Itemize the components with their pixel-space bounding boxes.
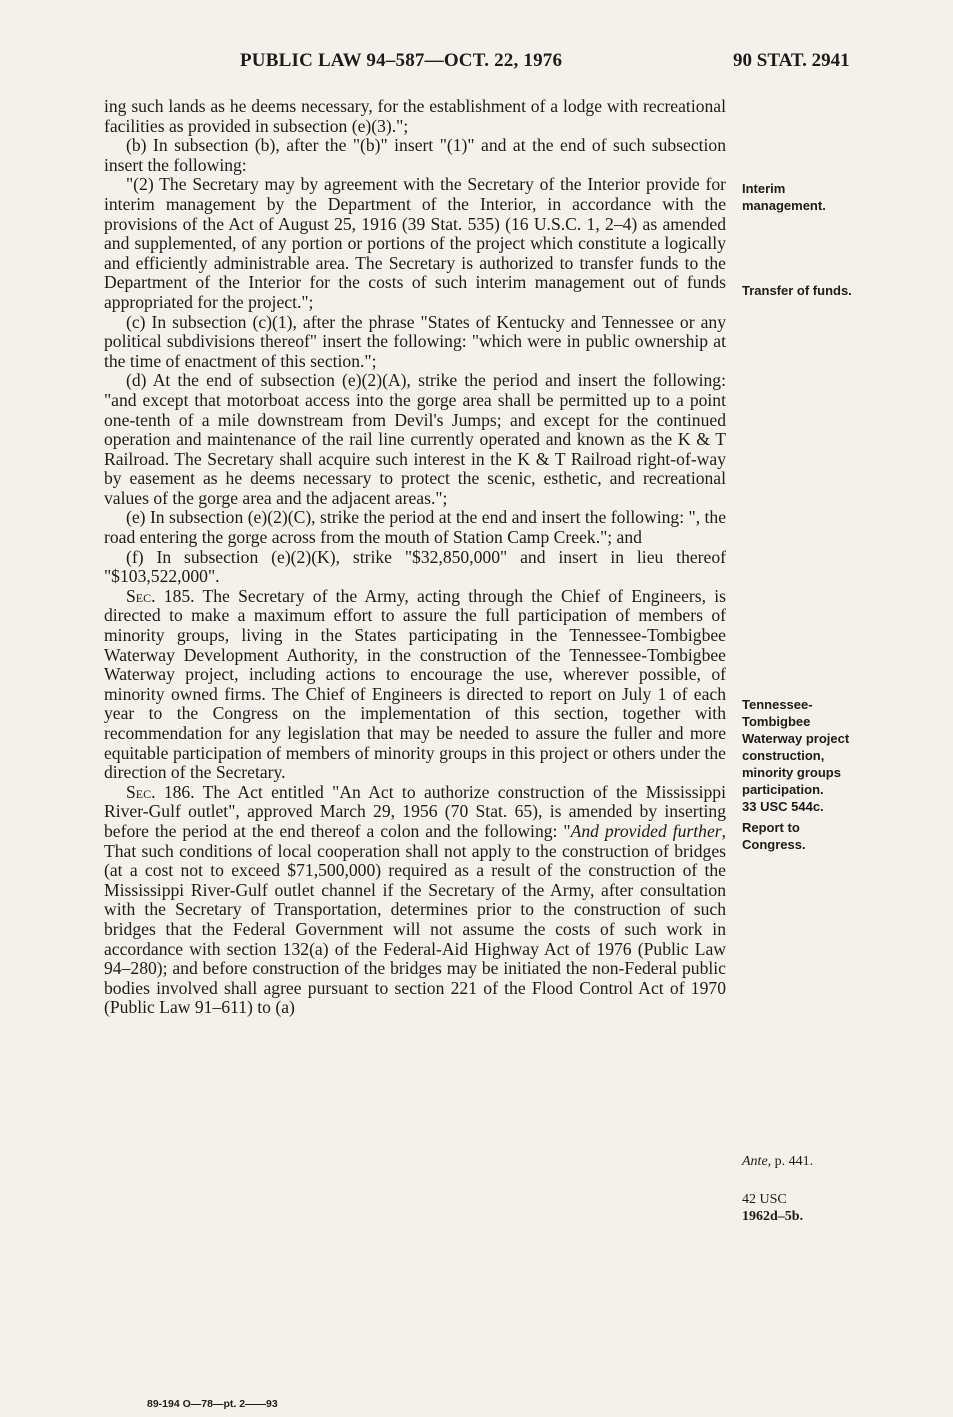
section-186-label: Sec. 186. (126, 781, 195, 802)
statute-page-number: 90 STAT. 2941 (733, 50, 850, 71)
margin-note-line: Waterway project (742, 731, 850, 746)
paragraph-c: (c) In subsection (c)(1), after the phrase "States of Kentucky and Tennessee or any political subdivisions thereof" insert the following: "which were in public ownership at the time of enactment of this section."; (104, 311, 726, 371)
paragraph-b: (b) In subsection (b), after the "(b)" insert "(1)" and at the end of such subsection insert the following: (104, 135, 726, 175)
paragraph-e: (e) In subsection (e)(2)(C), strike the period at the end and insert the following: ", the road entering the gorge across from the mouth of Station Camp Creek."; and (104, 507, 726, 548)
paragraph-f: (f) In subsection (e)(2)(K), strike "$32,850,000" and insert in lieu thereof "$103,522,000". (104, 546, 726, 587)
margin-note-line: Tennessee- (742, 697, 813, 712)
margin-note-ante-italic: Ante, (742, 1154, 772, 1169)
margin-note-line: Report to (742, 820, 800, 835)
margin-note-line: Interim (742, 181, 786, 196)
margin-note-report-to-congress (742, 819, 882, 853)
section-185-text: The Secretary of the Army, acting through the Chief of Engineers, is directed to make a maximum effort to assure the full participation of members of minority groups, living in the States participating in the Tennessee-Tombigbee Waterway Development Authority, in the construction of the Tennessee-Tombigbee Waterway project, including actions to encourage the use, wherever possible, of minority owned firms. The Chief of Engineers is directed to report on July 1 of each year to the Congress on the implementation of this section, together with recommendation for any legislation that may be needed to assure the fuller and more equitable participation of members of minority groups in this project or others under the direction of the Secretary. (104, 585, 726, 783)
margin-note-42-usc (742, 1191, 882, 1225)
margin-note-tennessee-tombigbee (742, 696, 882, 815)
paragraph-2-interim: "(2) The Secretary may by agreement with the Secretary of the Interior provide for interim management by the Department of the Interior, in accordance with the provisions of the Act of August 25, 1916 (39 Stat. 535) (16 U.S.C. 1, 2–4) as amended and supplemented, of any portion or portions of the project which constitute a logically and efficiently administrable area. The Secretary is authorized to transfer funds to the Department of the Interior for the costs of such interim management out of funds appropriated for the project."; (104, 174, 726, 312)
margin-note-ante-page: p. 441. (771, 1154, 814, 1169)
margin-note-line: 1962d–5b. (742, 1209, 804, 1224)
section-186 (104, 783, 726, 1018)
margin-note-line: 42 USC (742, 1192, 787, 1207)
margin-note-transfer-of-funds: Transfer of funds. (742, 283, 852, 298)
margin-note-line: Congress. (742, 837, 806, 852)
paragraph-d: (d) At the end of subsection (e)(2)(A), strike the period and insert the following: "and except that motorboat access into the gorge area shall be permitted up to a point one-tenth of a mile downstream from Devil's Jumps; and except for the continued operation and maintenance of the rail line currently operated and known as the K & T Railroad. The Secretary shall acquire such interest in the K & T Railroad right-of-way by easement as he deems necessary to protect the scenic, esthetic, and recreational values of the gorge area and the adjacent areas."; (104, 370, 726, 508)
margin-note-line: management. (742, 198, 826, 213)
running-head: PUBLIC LAW 94–587—OCT. 22, 1976 (240, 50, 563, 71)
paragraph-continuation: ing such lands as he deems necessary, for the establishment of a lodge with recreational facilities as provided in subsection (e)(3)."; (104, 96, 726, 136)
section-186-text-b: , That such conditions of local cooperation shall not apply to the construction of bridges (at a cost not to exceed $71,500,000) required as a result of the construction of the Mississippi River-Gulf outlet channel if the Secretary of the Army, after consultation with the Secretary of Transportation, determines prior to the construction of such bridges that the Federal Government will not assume the costs of such work in accordance with section 132(a) of the Federal-Aid Highway Act of 1976 (Public Law 94–280); and before construction of the bridges may be initiated the non-Federal public bodies involved shall agree pursuant to section 221 of the Flood Control Act of 1970 (Public Law 91–611) to (a) (104, 820, 727, 1018)
section-186-text-a: The Act entitled "An Act to authorize construction of the Mississippi River-Gulf outlet", approved March 29, 1956 (70 Stat. 65), is amended by inserting before the period at the end thereof a colon and the following: " (104, 781, 726, 841)
section-186-italic: And provided further (570, 820, 722, 841)
margin-note-line: minority groups (742, 765, 841, 780)
margin-note-line: construction, (742, 748, 825, 763)
margin-note-line: participation. (742, 782, 824, 797)
margin-note-usc-544c: 33 USC 544c. (742, 799, 824, 814)
margin-note-line: Tombigbee (742, 714, 811, 729)
margin-note-interim-management (742, 180, 882, 214)
body-text (104, 97, 726, 1018)
section-185 (104, 587, 726, 783)
margin-note-ante (742, 1153, 882, 1170)
printer-code-footer: 89-194 O—78—pt. 2——93 (147, 1398, 278, 1410)
section-185-label: Sec. 185. (126, 585, 195, 606)
